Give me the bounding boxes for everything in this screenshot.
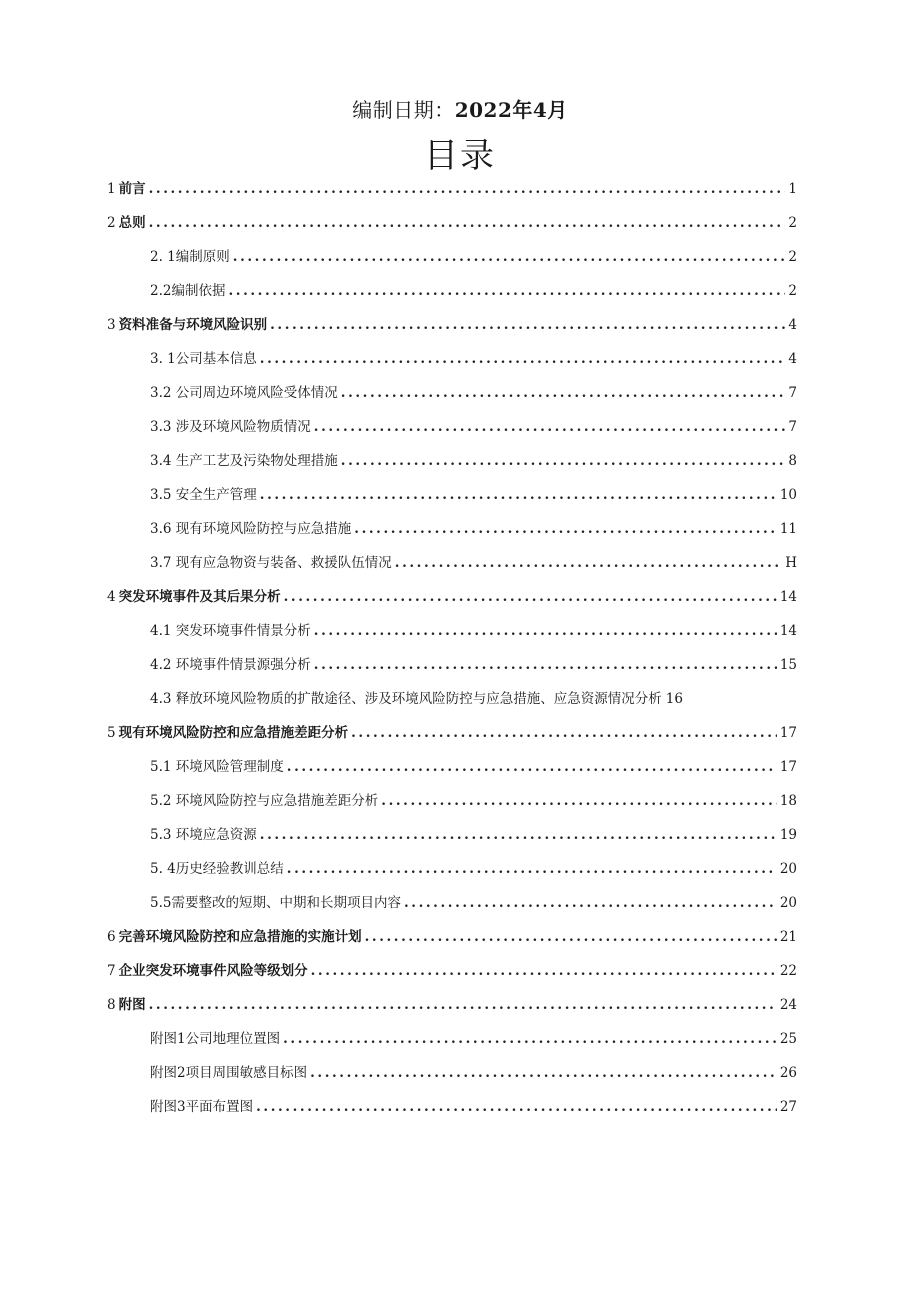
toc-entry-page: 11 — [779, 521, 797, 537]
dot-leader — [260, 350, 786, 368]
toc-entry-page: 26 — [779, 1065, 797, 1081]
toc-entry-label: 完善环境风险防控和应急措施的实施计划 — [118, 929, 362, 945]
toc-entry-page: 17 — [779, 759, 797, 775]
toc-entry-number: 7 — [107, 963, 116, 979]
dot-leader — [270, 316, 785, 334]
dot-leader — [149, 996, 777, 1014]
toc-entry-label: 3.5 安全生产管理 — [150, 487, 257, 503]
dot-leader — [284, 588, 777, 606]
toc-entry-page: 17 — [779, 725, 797, 741]
toc-entry-2-1[interactable] — [150, 236, 797, 266]
dot-leader — [314, 656, 777, 674]
toc-entry-label: 附图3平面布置图 — [150, 1099, 254, 1115]
toc-entry-label: 总则 — [118, 215, 146, 231]
toc-entry-5-2[interactable] — [150, 780, 797, 810]
dot-leader — [260, 826, 777, 844]
toc-entry-number: 2 — [107, 215, 116, 231]
toc-entry-number: 8 — [107, 997, 116, 1013]
dot-leader — [149, 180, 786, 198]
toc-entry-page: 14 — [779, 623, 797, 639]
toc-entry-label: 3.3 涉及环境风险物质情况 — [150, 419, 311, 435]
dot-leader — [311, 962, 777, 980]
toc-title: 目录 — [424, 136, 496, 176]
toc-entry-3-5[interactable] — [150, 474, 797, 504]
toc-entry-8-3[interactable] — [150, 1086, 797, 1116]
toc-entry-label: 2.2编制依据 — [150, 283, 226, 299]
toc-entry-page: 1 — [788, 181, 797, 197]
toc-entry-8-1[interactable] — [150, 1018, 797, 1048]
toc-entry-label: 资料准备与环境风险识别 — [118, 317, 268, 333]
toc-entry-number: 4 — [107, 589, 116, 605]
toc-entry-page: 20 — [779, 861, 797, 877]
toc-entry-2[interactable] — [107, 202, 797, 232]
toc-entry-label: 3. 1公司基本信息 — [150, 351, 257, 367]
dot-leader — [314, 622, 777, 640]
toc-entry-page: 2 — [788, 215, 797, 231]
toc-entry-label: 5.2 环境风险防控与应急措施差距分析 — [150, 793, 379, 809]
toc-entry-label: 现有环境风险防控和应急措施差距分析 — [118, 725, 349, 741]
toc-entry-page: 8 — [788, 453, 797, 469]
toc-entry-3-3[interactable] — [150, 406, 797, 436]
dot-leader — [351, 724, 777, 742]
dot-leader — [287, 860, 777, 878]
toc-entry-3-6[interactable] — [150, 508, 797, 538]
toc-entry-5-5[interactable] — [150, 882, 797, 912]
toc-entry-label: 4.2 环境事件情景源强分析 — [150, 657, 311, 673]
toc-entry-label: 3.4 生产工艺及污染物处理措施 — [150, 453, 338, 469]
dot-leader — [314, 418, 786, 436]
toc-entry-page: 2 — [788, 249, 797, 265]
compile-date-label: 编制日期： — [352, 98, 455, 122]
dot-leader — [260, 486, 777, 504]
dot-leader — [283, 1030, 777, 1048]
dot-leader — [341, 452, 786, 470]
toc-entry-page: 16 — [665, 691, 683, 707]
dot-leader — [381, 792, 777, 810]
toc-entry-label: 附图 — [118, 997, 146, 1013]
toc-entry-label: 5.5需要整改的短期、中期和长期项目内容 — [150, 895, 401, 911]
dot-leader — [228, 282, 785, 300]
toc-entry-page: 2 — [788, 283, 797, 299]
toc-entry-3-7[interactable] — [150, 542, 797, 572]
toc-entry-page: 4 — [788, 317, 797, 333]
toc-entry-page: 20 — [779, 895, 797, 911]
toc-entry-2-2[interactable] — [150, 270, 797, 300]
toc-entry-4-2[interactable] — [150, 644, 797, 674]
toc-entry-label: 附图2项目周围敏感目标图 — [150, 1065, 308, 1081]
toc-entry-label: 3.7 现有应急物资与装备、救援队伍情况 — [150, 555, 392, 571]
toc-entry-label: 3.2 公司周边环境风险受体情况 — [150, 385, 338, 401]
toc-entry-4-3[interactable] — [150, 678, 797, 708]
toc-entry-4-1[interactable] — [150, 610, 797, 640]
toc-entry-label: 4.3 释放环境风险物质的扩散途径、涉及环境风险防控与应急措施、应急资源情况分析 — [150, 691, 662, 707]
toc-entry-page: 19 — [779, 827, 797, 843]
dot-leader — [149, 214, 786, 232]
toc-entry-3-1[interactable] — [150, 338, 797, 368]
toc-entry-6[interactable] — [107, 916, 797, 946]
toc-entry-number: 1 — [107, 181, 116, 197]
toc-entry-8[interactable] — [107, 984, 797, 1014]
toc-entry-page: 27 — [779, 1099, 797, 1115]
toc-entry-7[interactable] — [107, 950, 797, 980]
toc-entry-3-4[interactable] — [150, 440, 797, 470]
toc-entry-label: 前言 — [118, 181, 146, 197]
dot-leader — [287, 758, 777, 776]
toc-entry-1[interactable] — [107, 168, 797, 198]
toc-entry-5[interactable] — [107, 712, 797, 742]
toc-entry-page: 25 — [779, 1031, 797, 1047]
toc-entry-3[interactable] — [107, 304, 797, 334]
toc-entry-label: 5.3 环境应急资源 — [150, 827, 257, 843]
toc-entry-5-3[interactable] — [150, 814, 797, 844]
dot-leader — [256, 1098, 777, 1116]
toc-entry-4[interactable] — [107, 576, 797, 606]
dot-leader — [395, 554, 782, 572]
compile-date-value: 2022年4月 — [454, 98, 568, 122]
dot-leader — [310, 1064, 777, 1082]
toc-entry-number: 6 — [107, 929, 116, 945]
toc-entry-label: 突发环境事件及其后果分析 — [118, 589, 281, 605]
toc-entry-3-2[interactable] — [150, 372, 797, 402]
dot-leader — [404, 894, 777, 912]
toc-entry-label: 4.1 突发环境事件情景分析 — [150, 623, 311, 639]
toc-entry-page: 21 — [779, 929, 797, 945]
toc-entry-5-4[interactable] — [150, 848, 797, 878]
toc-entry-page: 24 — [779, 997, 797, 1013]
toc-entry-number: 3 — [107, 317, 116, 333]
toc-entry-label: 3.6 现有环境风险防控与应急措施 — [150, 521, 352, 537]
toc-entry-page: 7 — [788, 385, 797, 401]
toc-entry-page: 18 — [779, 793, 797, 809]
dot-leader — [365, 928, 777, 946]
toc-entry-page: 10 — [779, 487, 797, 503]
dot-leader — [354, 520, 777, 538]
toc-entry-label: 5. 4历史经验教训总结 — [150, 861, 284, 877]
toc-entry-label: 5.1 环境风险管理制度 — [150, 759, 284, 775]
toc-entry-page: H — [785, 555, 797, 571]
toc-entry-page: 4 — [788, 351, 797, 367]
toc-entry-label: 企业突发环境事件风险等级划分 — [118, 963, 308, 979]
toc-entry-page: 14 — [779, 589, 797, 605]
toc-entry-label: 附图1公司地理位置图 — [150, 1031, 281, 1047]
toc-entry-page: 22 — [779, 963, 797, 979]
toc-entry-page: 15 — [779, 657, 797, 673]
toc-entry-page: 7 — [788, 419, 797, 435]
compile-date — [0, 94, 920, 123]
toc-entry-5-1[interactable] — [150, 746, 797, 776]
toc-entry-label: 2. 1编制原则 — [150, 249, 230, 265]
toc-entry-number: 5 — [107, 725, 116, 741]
dot-leader — [341, 384, 786, 402]
toc-entry-8-2[interactable] — [150, 1052, 797, 1082]
dot-leader — [233, 248, 786, 266]
